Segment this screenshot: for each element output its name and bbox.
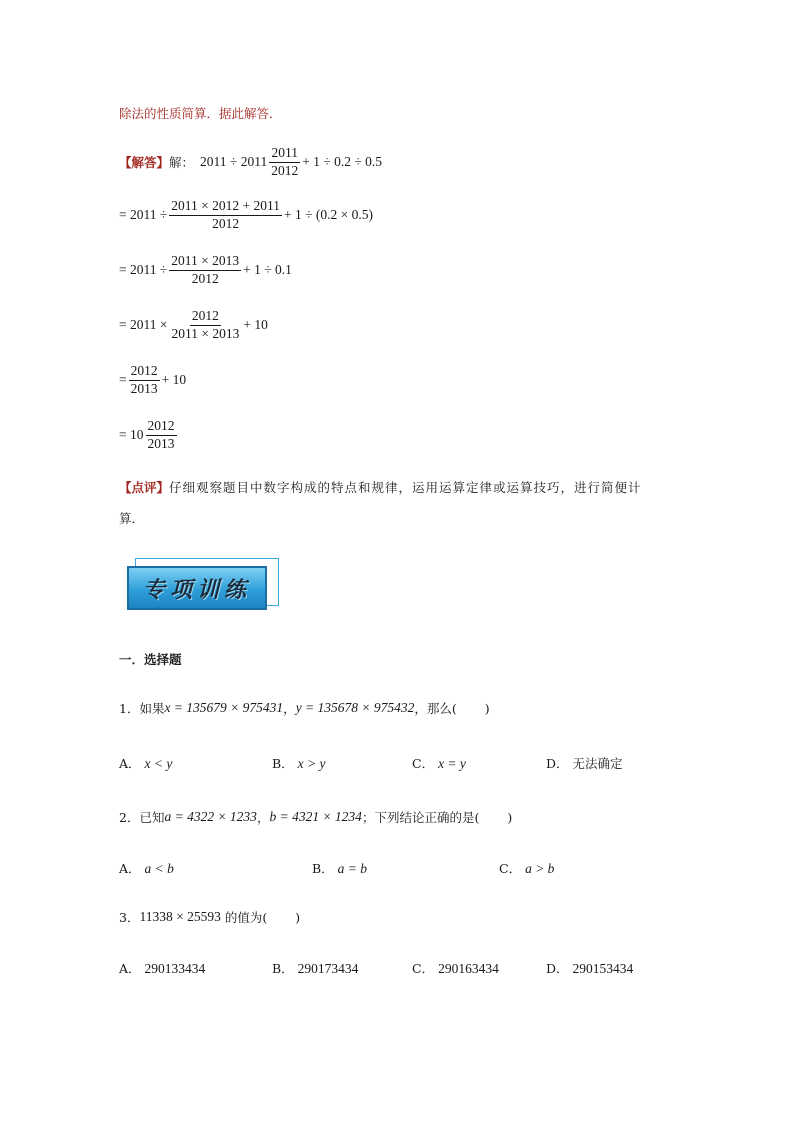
fraction: $\frac{2011 \times 2013}{2012}$ (171, 253, 240, 286)
question-3-option-b[interactable]: B． 290173434 (272, 961, 359, 976)
question-1-stem: 1．如果 x = 135679 × 975431 ， y = 135678 × 975432 ，那么( ) (119, 700, 490, 716)
question-2-stem: 2．已知 a = 4322 × 1233 ， b = 4321 × 1234 ；下列结论正确的是( ) (119, 809, 513, 825)
question-1-option-a[interactable]: A． x < y (119, 756, 173, 771)
solution-step-3: = 2011 ÷ $\frac{2011 \times 2013}{2012}$ + 1 ÷ 0.1 (119, 253, 292, 286)
section-banner (127, 558, 279, 610)
question-3-option-d[interactable]: D． 290153434 (546, 961, 634, 976)
comment-line-1: 【点评】 仔细观察题目中数字构成的特点和规律，运用运算定律或运算技巧，进行简便计 (119, 480, 642, 495)
question-1-option-b[interactable]: B． x > y (272, 756, 326, 771)
question-3-stem: 3． 11338 × 25593 的值为( ) (119, 909, 301, 925)
solution-step-1: 【解答】 解： 2011 ÷ 2011 $\frac{2011}{2012}$ + 1 ÷ 0.2 ÷ 0.5 (119, 145, 383, 178)
question-2-option-b[interactable]: B． a = b (312, 861, 368, 876)
fraction: $\frac{2012}{2011 \times 2013}$ (171, 308, 240, 341)
comment-line-2: 算． (119, 511, 145, 526)
solution-step-4: = 2011 × $\frac{2012}{2011 \times 2013}$ + 10 (119, 308, 268, 341)
fraction: $\frac{2011 \times 2012 + 2011}{2012}$ (171, 198, 281, 231)
answer-tag: 【解答】 (119, 155, 170, 171)
solution-step-5: = $\frac{2012}{2013}$ + 10 (119, 363, 187, 396)
solution-intro: 除法的性质简算．据此解答． (119, 106, 282, 121)
answer-prefix: 解： (169, 155, 195, 171)
fraction: $\frac{2012}{2013}$ (130, 363, 158, 396)
solution-step-6: = 10 $\frac{2012}{2013}$ (119, 418, 175, 451)
question-3-option-c[interactable]: C． 290163434 (412, 961, 499, 976)
fraction: $\frac{2012}{2013}$ (147, 418, 175, 451)
solution-step-2: = 2011 ÷ $\frac{2011 \times 2012 + 2011}{2012}$ + 1 ÷ (0.2 × 0.5) (119, 198, 374, 231)
question-2-option-a[interactable]: A． a < b (119, 861, 174, 876)
banner-title: 专项训练 (142, 577, 251, 603)
question-3-option-a[interactable]: A． 290133434 (119, 961, 206, 976)
section-heading: 一．选择题 (119, 652, 182, 667)
fraction: $\frac{2011}{2012}$ (271, 145, 299, 178)
comment-tag: 【点评】 (119, 480, 170, 495)
question-2-option-c[interactable]: C． a > b (499, 861, 555, 876)
question-1-option-c[interactable]: C． x = y (412, 756, 466, 771)
question-1-option-d[interactable]: D． 无法确定 (546, 756, 623, 771)
banner-plate (127, 566, 267, 610)
